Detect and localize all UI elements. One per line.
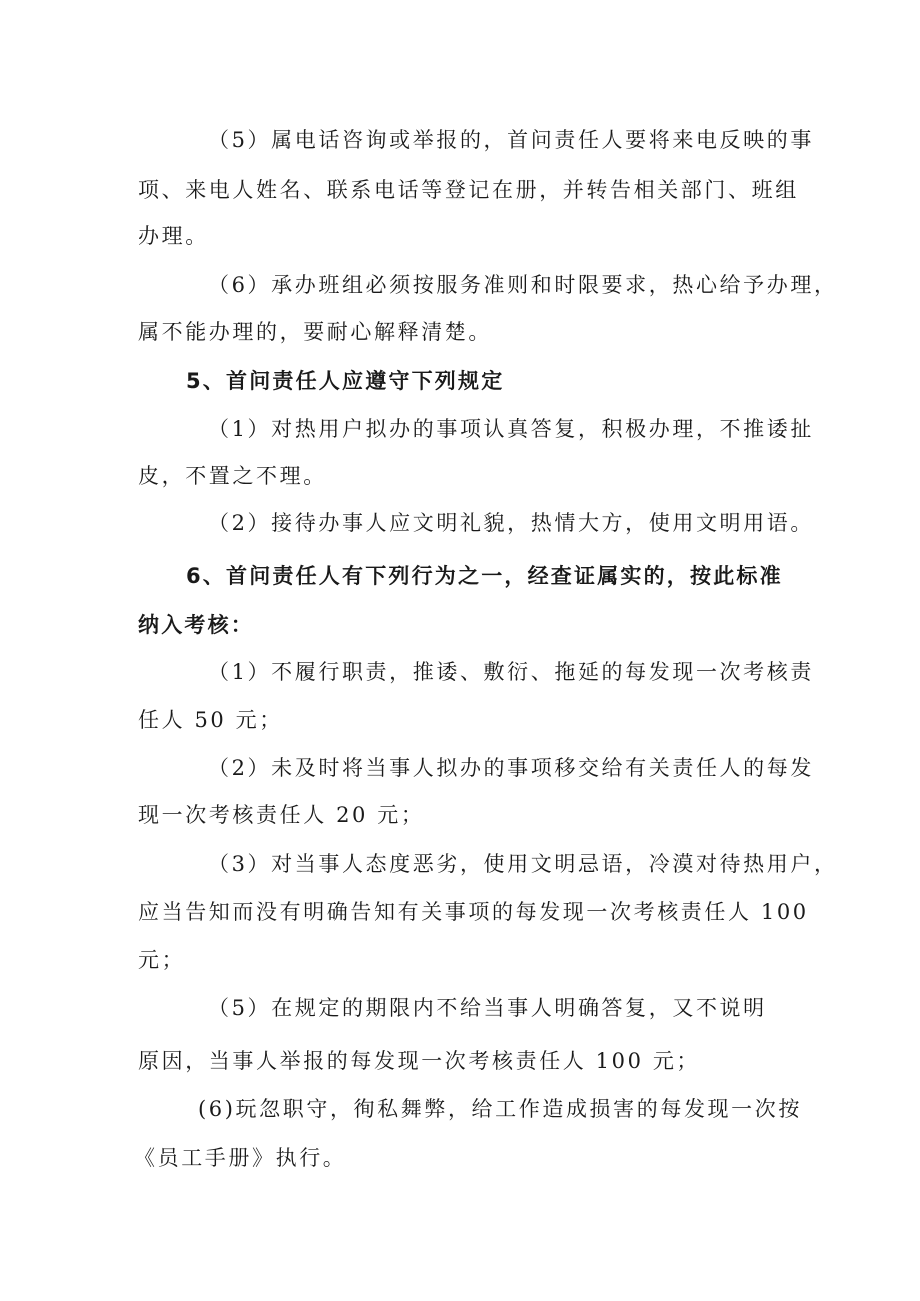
clause-5-5-line-1: （5）属电话咨询或举报的，首问责任人要将来电反映的事 xyxy=(208,128,814,152)
clause-5-6-line-1: （6）承办班组必须按服务准则和时限要求，热心给予办理， xyxy=(208,273,838,297)
clause-6-1-line-1: （1）对热用户拟办的事项认真答复，积极办理，不推诿扯 xyxy=(208,417,814,441)
clause-5-5-line-3: 办理。 xyxy=(138,224,209,248)
penalty-5-line-1: （5）在规定的期限内不给当事人明确答复，又不说明 xyxy=(208,996,767,1020)
section-5-heading: 5、首问责任人应遵守下列规定 xyxy=(186,369,505,393)
clause-5-5-line-2: 项、来电人姓名、联系电话等登记在册，并转告相关部门、班组 xyxy=(138,178,799,202)
penalty-6-line-1: (6)玩忽职守，徇私舞弊，给工作造成损害的每发现一次按 xyxy=(198,1097,802,1121)
penalty-2-line-2: 现一次考核责任人 20 元； xyxy=(138,803,425,827)
section-6-heading-line-2: 纳入考核： xyxy=(138,613,254,637)
penalty-3-line-2: 应当告知而没有明确告知有关事项的每发现一次考核责任人 100 xyxy=(138,900,809,924)
clause-5-6-line-2: 属不能办理的，要耐心解释清楚。 xyxy=(138,320,492,344)
clause-6-1-line-2: 皮，不置之不理。 xyxy=(138,464,327,488)
penalty-5-line-2: 原因，当事人举报的每发现一次考核责任人 100 元； xyxy=(138,1049,701,1073)
section-6-heading-line-1: 6、首问责任人有下列行为之一，经查证属实的，按此标准 xyxy=(186,564,783,588)
penalty-2-line-1: （2）未及时将当事人拟办的事项移交给有关责任人的每发 xyxy=(208,756,814,780)
clause-6-2-line: （2）接待办事人应文明礼貌，热情大方，使用文明用语。 xyxy=(208,511,814,535)
penalty-3-line-3: 元； xyxy=(138,948,186,972)
penalty-1-line-2: 任人 50 元； xyxy=(138,708,283,732)
penalty-6-line-2: 《员工手册》执行。 xyxy=(134,1146,347,1170)
penalty-1-line-1: （1）不履行职责，推诿、敷衍、拖延的每发现一次考核责 xyxy=(208,660,814,684)
penalty-3-line-1: （3）对当事人态度恶劣，使用文明忌语，冷漠对待热用户， xyxy=(208,852,838,876)
